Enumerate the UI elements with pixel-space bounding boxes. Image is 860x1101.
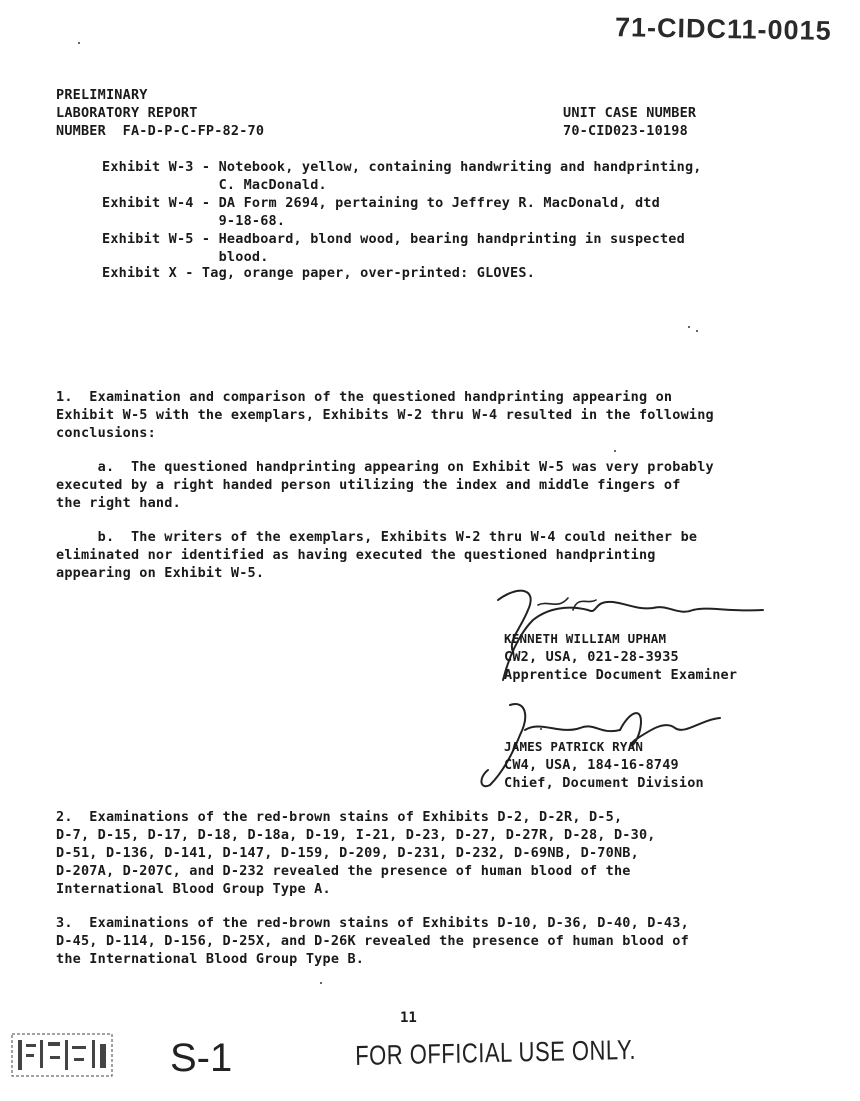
para2-line1: 2. Examinations of the red-brown stains of Exhibits D-2, D-2R, D-5,	[56, 809, 623, 825]
para3-line1: 3. Examinations of the red-brown stains of Exhibits D-10, D-36, D-40, D-43,	[56, 915, 689, 931]
exhibit-w3-line1: Exhibit W-3 - Notebook, yellow, containing handwriting and handprinting,	[102, 159, 702, 175]
exhibit-w3-line2: C. MacDonald.	[102, 177, 327, 193]
para2-line5: International Blood Group Type A.	[56, 881, 331, 897]
para1b-line3: appearing on Exhibit W-5.	[56, 565, 265, 581]
para2-line4: D-207A, D-207C, and D-232 revealed the presence of human blood of the	[56, 863, 631, 879]
para1a-line1: a. The questioned handprinting appearing on Exhibit W-5 was very probably	[56, 459, 714, 475]
faded-stamp-mark	[10, 1030, 118, 1080]
scan-speck	[540, 728, 542, 730]
para3-line2: D-45, D-114, D-156, D-25X, and D-26K revealed the presence of human blood of	[56, 933, 689, 949]
exhibit-w5-line2: blood.	[102, 249, 269, 265]
header-report-number: NUMBER FA-D-P-C-FP-82-70	[56, 123, 265, 139]
exhibit-w4-line2: 9-18-68.	[102, 213, 286, 229]
scan-speck	[320, 982, 322, 984]
para1b-line1: b. The writers of the exemplars, Exhibits W-2 thru W-4 could neither be	[56, 529, 698, 545]
signer1-name: KENNETH WILLIAM UPHAM	[504, 631, 667, 646]
header-lab-report: LABORATORY REPORT	[56, 105, 198, 121]
para1a-line2: executed by a right handed person utilizing the index and middle fingers of	[56, 477, 681, 493]
signer1-rank-ssn: CW2, USA, 021-28-3935	[504, 649, 679, 665]
header-preliminary: PRELIMINARY	[56, 87, 148, 103]
scan-speck	[78, 42, 80, 44]
classification-footer: FOR OFFICIAL USE ONLY.	[355, 1033, 637, 1072]
exhibit-w5-line1: Exhibit W-5 - Headboard, blond wood, bearing handprinting in suspected	[102, 231, 685, 247]
scan-speck	[688, 326, 690, 328]
para1b-line2: eliminated nor identified as having executed the questioned handprinting	[56, 547, 656, 563]
header-unit-case-label: UNIT CASE NUMBER	[563, 105, 697, 121]
signer1-title: Apprentice Document Examiner	[504, 667, 738, 683]
header-unit-case-number: 70-CID023-10198	[563, 123, 688, 139]
exhibit-w4-line1: Exhibit W-4 - DA Form 2694, pertaining to Jeffrey R. MacDonald, dtd	[102, 195, 660, 211]
document-control-stamp: 71-CIDC11-0015	[614, 12, 832, 46]
scan-speck	[696, 330, 698, 332]
para1a-line3: the right hand.	[56, 495, 181, 511]
para1-line2: Exhibit W-5 with the exemplars, Exhibits W-2 thru W-4 resulted in the following	[56, 407, 714, 423]
para1-line3: conclusions:	[56, 425, 156, 441]
signer2-rank-ssn: CW4, USA, 184-16-8749	[504, 757, 679, 773]
signer2-title: Chief, Document Division	[504, 775, 704, 791]
para2-line3: D-51, D-136, D-141, D-147, D-159, D-209, D-231, D-232, D-69NB, D-70NB,	[56, 845, 639, 861]
para2-line2: D-7, D-15, D-17, D-18, D-18a, D-19, I-21, D-23, D-27, D-27R, D-28, D-30,	[56, 827, 656, 843]
exhibit-x-line1: Exhibit X - Tag, orange paper, over-printed: GLOVES.	[102, 265, 536, 281]
page-number: 11	[400, 1010, 417, 1026]
scan-speck	[614, 450, 616, 452]
signer2-name: JAMES PATRICK RYAN	[504, 739, 644, 754]
para3-line3: the International Blood Group Type B.	[56, 951, 365, 967]
para1-line1: 1. Examination and comparison of the questioned handprinting appearing on	[56, 389, 673, 405]
handwritten-page-marker: S-1	[170, 1036, 233, 1080]
